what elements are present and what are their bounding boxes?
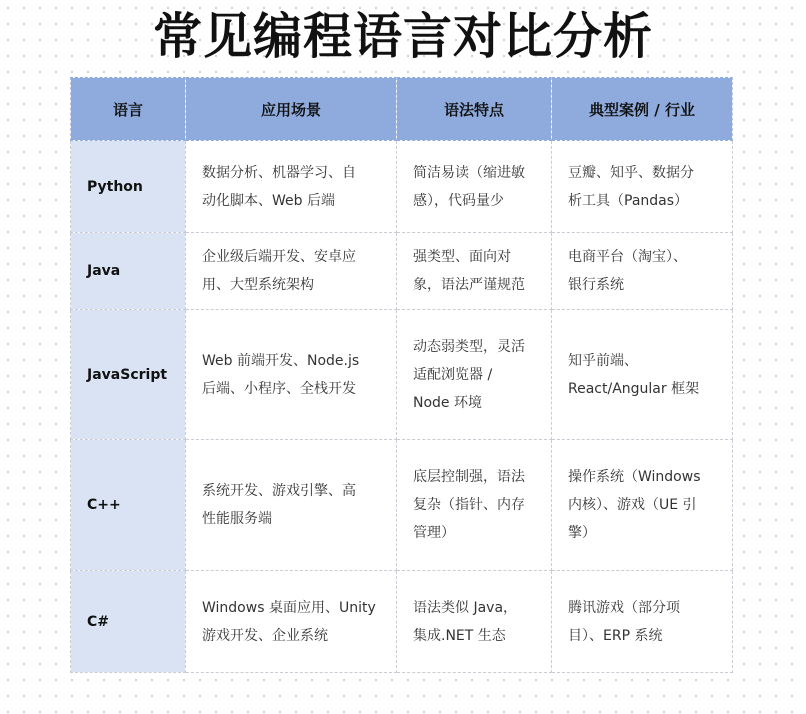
header-scenario: 应用场景 (186, 78, 397, 141)
syntax-cell: 动态弱类型，灵活 适配浏览器 / Node 环境 (397, 310, 552, 440)
language-cell: Java (71, 233, 186, 310)
language-cell: JavaScript (71, 310, 186, 440)
page-title: 常见编程语言对比分析 (152, 8, 653, 65)
header-syntax: 语法特点 (397, 78, 552, 141)
comparison-table (70, 77, 733, 673)
language-cell: Python (71, 141, 186, 233)
scenario-cell: 企业级后端开发、安卓应 用、大型系统架构 (186, 233, 397, 310)
table-row (71, 310, 733, 440)
table-header-row (71, 78, 733, 141)
language-cell: C++ (71, 440, 186, 571)
cases-cell: 知乎前端、 React/Angular 框架 (552, 310, 733, 440)
language-cell: C# (71, 571, 186, 673)
syntax-cell: 强类型、面向对 象，语法严谨规范 (397, 233, 552, 310)
scenario-cell: Windows 桌面应用、Unity 游戏开发、企业系统 (186, 571, 397, 673)
scenario-cell: 系统开发、游戏引擎、高 性能服务端 (186, 440, 397, 571)
cases-cell: 腾讯游戏（部分项 目）、ERP 系统 (552, 571, 733, 673)
cases-cell: 电商平台（淘宝）、 银行系统 (552, 233, 733, 310)
table-row (71, 233, 733, 310)
cases-cell: 豆瓣、知乎、数据分 析工具（Pandas） (552, 141, 733, 233)
table-row (71, 440, 733, 571)
syntax-cell: 语法类似 Java， 集成.NET 生态 (397, 571, 552, 673)
cases-cell: 操作系统（Windows 内核）、游戏（UE 引 擎） (552, 440, 733, 571)
header-cases: 典型案例 / 行业 (552, 78, 733, 141)
header-language: 语言 (71, 78, 186, 141)
scenario-cell: 数据分析、机器学习、自 动化脚本、Web 后端 (186, 141, 397, 233)
table-row (71, 141, 733, 233)
table-row (71, 571, 733, 673)
syntax-cell: 底层控制强，语法 复杂（指针、内存 管理） (397, 440, 552, 571)
scenario-cell: Web 前端开发、Node.js 后端、小程序、全栈开发 (186, 310, 397, 440)
syntax-cell: 简洁易读（缩进敏 感），代码量少 (397, 141, 552, 233)
